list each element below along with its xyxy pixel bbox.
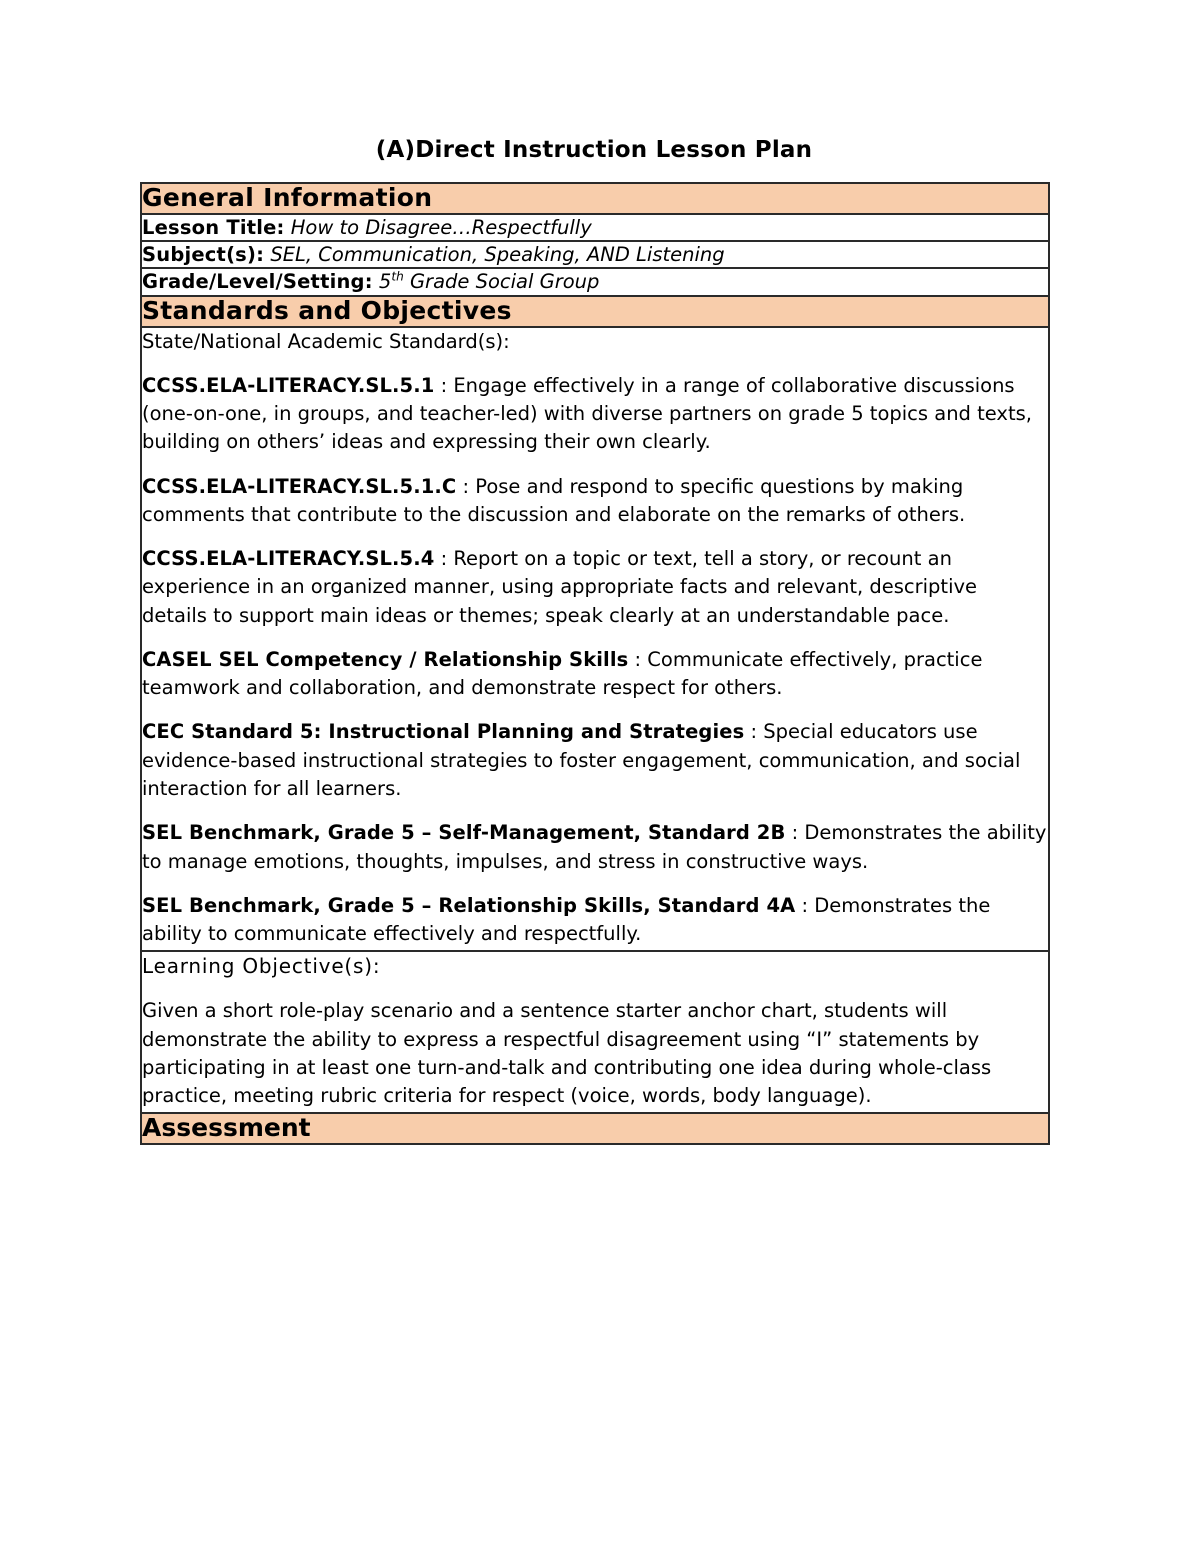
grade-level-setting-value bbox=[379, 270, 600, 293]
section-header-general-information: General Information bbox=[141, 183, 1049, 214]
standard-text: : Special educators use evidence-based instructional strategies to foster engagement, communication, and social interaction for all learners. bbox=[142, 720, 1021, 800]
subjects-cell bbox=[141, 241, 1049, 268]
table-row-general-information-header bbox=[141, 183, 1049, 214]
standard-item bbox=[142, 646, 1048, 703]
section-header-assessment: Assessment bbox=[141, 1113, 1049, 1144]
standard-code: CCSS.ELA-LITERACY.SL.5.4 bbox=[142, 547, 435, 571]
standard-text: : Engage effectively in a range of collaborative discussions (one-on-one, in groups, and teacher-led) with diverse partners on grade 5 topics and texts, building on others’ ideas and expressing their own clearly. bbox=[142, 373, 1032, 454]
standard-item bbox=[142, 718, 1048, 803]
standard-item bbox=[142, 545, 1048, 630]
standard-code: CEC Standard 5: Instructional Planning and Strategies bbox=[142, 720, 745, 744]
lesson-title-label: Lesson Title: bbox=[142, 215, 285, 239]
standard-text: : Demonstrates the ability to communicate effectively and respectfully. bbox=[142, 893, 991, 946]
grade-setting-text: Grade Social Group bbox=[403, 270, 600, 294]
learning-objectives-label: Learning Objective(s): bbox=[142, 954, 381, 979]
standard-text: : Demonstrates the ability to manage emotions, thoughts, impulses, and stress in constructive ways. bbox=[142, 821, 1047, 873]
table-row-subjects bbox=[141, 241, 1049, 268]
lesson-title-cell bbox=[141, 214, 1049, 241]
grade-ordinal-suffix: th bbox=[391, 269, 404, 284]
standards-cell bbox=[141, 327, 1049, 952]
standards-label: State/National Academic Standard(s): bbox=[142, 329, 510, 353]
standard-item bbox=[142, 892, 1048, 949]
standard-item bbox=[142, 473, 1048, 530]
standard-code: CCSS.ELA-LITERACY.SL.5.1.C bbox=[142, 474, 457, 498]
subjects-value: SEL, Communication, Speaking, AND Listening bbox=[270, 243, 725, 267]
table-row-learning-objectives bbox=[141, 951, 1049, 1113]
standard-code: CCSS.ELA-LITERACY.SL.5.1 bbox=[142, 373, 435, 397]
section-header-standards-and-objectives: Standards and Objectives bbox=[141, 296, 1049, 327]
table-row-assessment-header bbox=[141, 1113, 1049, 1144]
subjects-label: Subject(s): bbox=[142, 243, 265, 267]
standard-code: CASEL SEL Competency / Relationship Skills bbox=[142, 647, 629, 671]
lesson-title-value: How to Disagree…Respectfully bbox=[290, 215, 592, 239]
page-title: (A)Direct Instruction Lesson Plan bbox=[375, 137, 813, 163]
table-row-grade-level-setting bbox=[141, 268, 1049, 295]
table-row-standards-objectives-header bbox=[141, 296, 1049, 327]
table-row-lesson-title bbox=[141, 214, 1049, 241]
learning-objectives-text: Given a short role-play scenario and a sentence starter anchor chart, students will demonstrate the ability to express a respectful disagreement using “I” statements by participating in at least one turn-and-talk and contributing one idea during whole-class practice, meeting rubric criteria for respect (voice, words, body language). bbox=[142, 999, 992, 1108]
grade-level-setting-cell bbox=[141, 268, 1049, 295]
grade-number: 5 bbox=[378, 270, 392, 294]
standard-text: : Report on a topic or text, tell a story, or recount an experience in an organized manner, using appropriate facts and relevant, descriptive details to support main ideas or themes; speak clearly at an understandable pace. bbox=[142, 547, 978, 627]
grade-level-setting-label: Grade/Level/Setting: bbox=[142, 270, 373, 294]
standard-code: SEL Benchmark, Grade 5 – Self-Management, Standard 2B bbox=[142, 821, 786, 845]
standard-text: : Pose and respond to specific questions by making comments that contribute to the discussion and elaborate on the remarks of others. bbox=[142, 474, 966, 526]
table-row-standards bbox=[141, 327, 1049, 952]
standard-item bbox=[142, 372, 1048, 457]
learning-objectives-cell bbox=[141, 951, 1049, 1113]
lesson-plan-table bbox=[140, 182, 1050, 1145]
standard-code: SEL Benchmark, Grade 5 – Relationship Skills, Standard 4A bbox=[142, 893, 796, 917]
standard-item bbox=[142, 819, 1048, 876]
standard-text: : Communicate effectively, practice teamwork and collaboration, and demonstrate respect for others. bbox=[142, 647, 983, 700]
